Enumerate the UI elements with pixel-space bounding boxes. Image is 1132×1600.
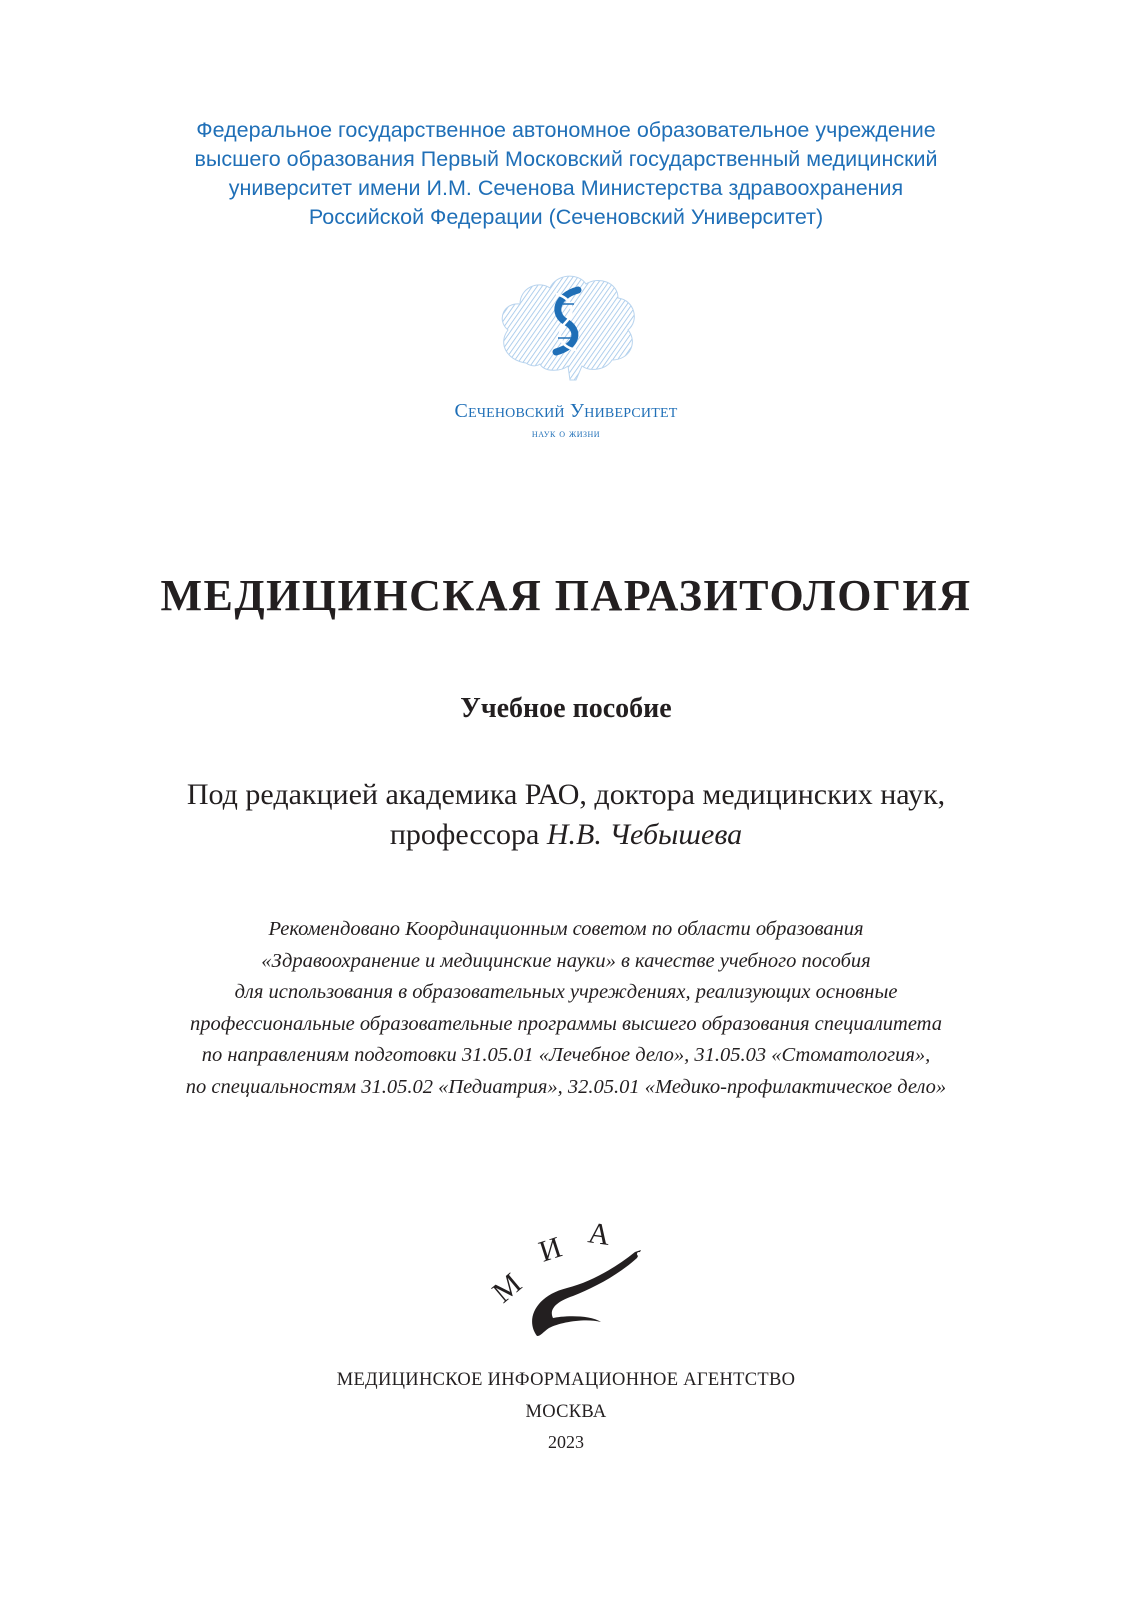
publisher-logo-letter: И: [534, 1230, 566, 1269]
recommendation-line: для использования в образовательных учреждениях, реализующих основные: [234, 981, 898, 1003]
publisher-logo: [0, 1214, 1132, 1344]
editor-name: Н.В. Чебышева: [546, 818, 743, 851]
recommendation-line: по специальностям 31.05.02 «Педиатрия», 32.05.01 «Медико-профилактическое дело»: [185, 1075, 947, 1098]
publisher-name: МЕДИЦИНСКОЕ ИНФОРМАЦИОННОЕ АГЕНТСТВО: [336, 1370, 796, 1390]
institution-line: Российской Федерации (Сеченовский Университет): [308, 205, 824, 229]
publication-city: МОСКВА: [525, 1402, 607, 1422]
tree-dna-icon: [486, 268, 646, 398]
mia-publisher-logo: [481, 1214, 651, 1344]
university-logo-name: Сеченовский Университет: [454, 400, 678, 422]
recommendation-line: «Здравоохранение и медицинские науки» в качестве учебного пособия: [261, 949, 871, 972]
publisher-logo-letter: М: [486, 1266, 528, 1310]
recommendation-line: Рекомендовано Координационным советом по области образования: [268, 918, 864, 940]
recommendation-line: по направлениям подготовки 31.05.01 «Лечебное дело», 31.05.03 «Стоматология»,: [201, 1044, 931, 1066]
institution-name: [0, 116, 1132, 232]
publication-year: 2023: [548, 1432, 584, 1452]
institution-line: университет имени И.М. Сеченова Министерства здравоохранения: [228, 176, 904, 200]
editor-prefix: профессора: [389, 818, 547, 851]
book-title: МЕДИЦИНСКАЯ ПАРАЗИТОЛОГИЯ: [160, 571, 972, 620]
editor-line: [0, 815, 1132, 855]
institution-line: Федеральное государственное автономное образовательное учреждение: [196, 118, 936, 142]
university-logo-tagline: наук о жизни: [531, 426, 601, 440]
book-subtitle: Учебное пособие: [460, 693, 672, 724]
institution-line: высшего образования Первый Московский государственный медицинский: [194, 147, 938, 171]
editor-line: Под редакцией академика РАО, доктора медицинских наук,: [186, 778, 946, 811]
recommendation-block: [0, 914, 1132, 1103]
publisher-logo-letter: А: [586, 1216, 613, 1252]
recommendation-line: профессиональные образовательные программы высшего образования специалитета: [190, 1012, 942, 1035]
editor-block: [0, 775, 1132, 855]
